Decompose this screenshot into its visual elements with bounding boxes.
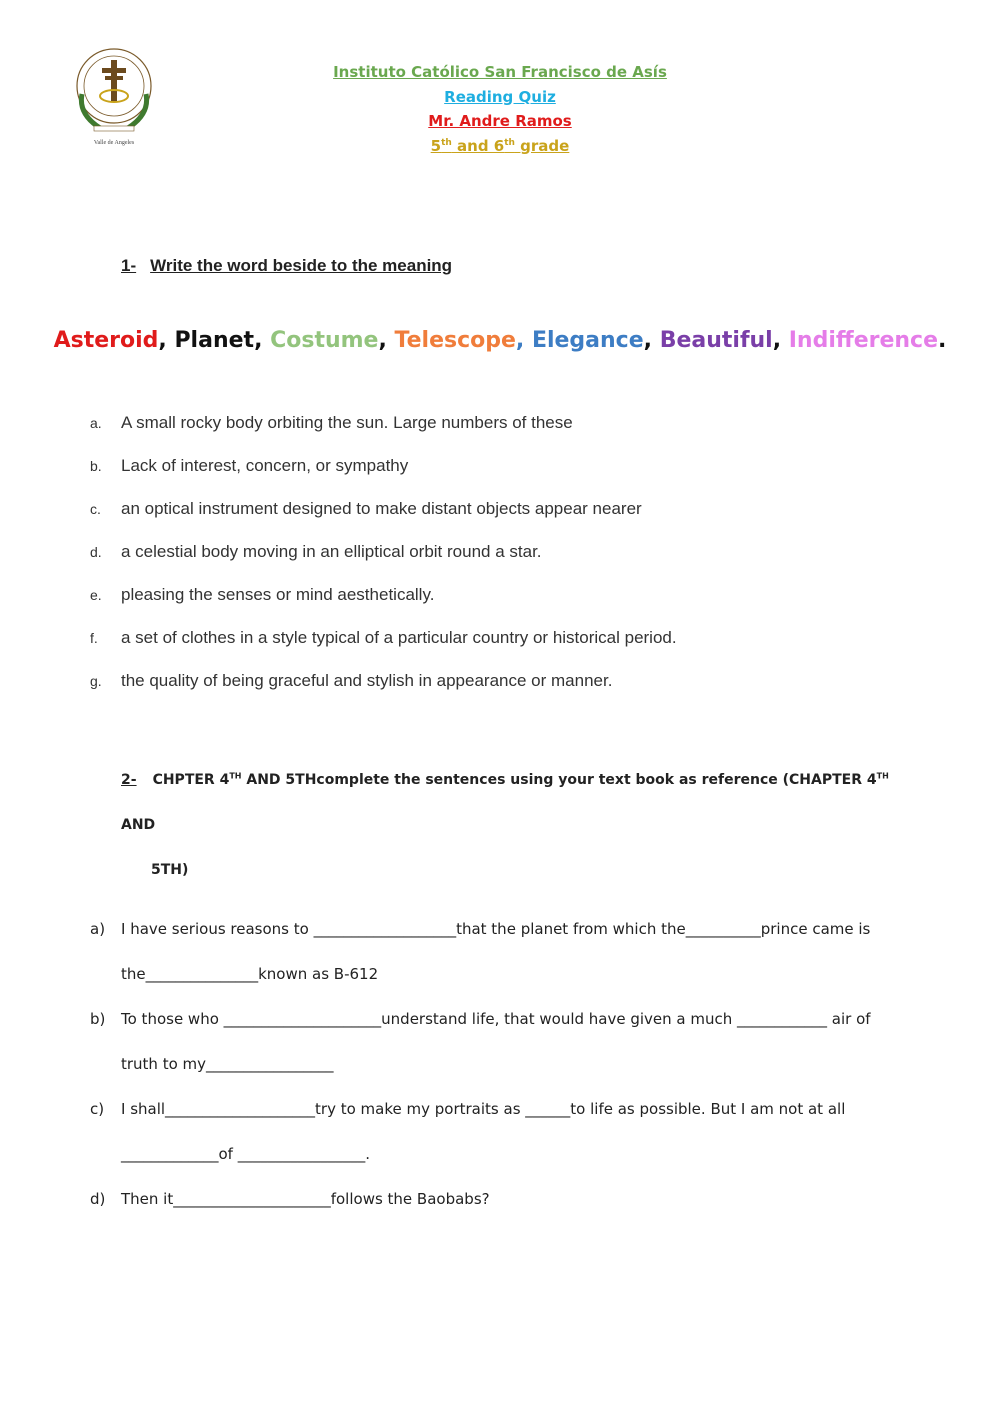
section-1-number: 1- — [121, 256, 137, 275]
definition-item: c. an optical instrument designed to make distant objects appear nearer — [90, 499, 642, 518]
word-telescope: Telescope — [394, 328, 516, 353]
definition-item: d. a celestial body moving in an elliptical orbit round a star. — [90, 542, 542, 561]
definition-item: a. A small rocky body orbiting the sun. Large numbers of these — [90, 413, 573, 432]
grade-level: 5th and 6th grade — [430, 136, 570, 155]
section-1-title: Write the word beside to the meaning — [150, 256, 453, 275]
definition-item: g. the quality of being graceful and stylish in appearance or manner. — [90, 671, 613, 690]
definition-item: b. Lack of interest, concern, or sympathy — [90, 456, 409, 475]
seal-caption: Valle de Angeles — [93, 140, 135, 146]
word-costume: Costume — [270, 328, 379, 353]
section-2-heading: 2- CHPTER 4TH AND 5THcomplete the sentences using your text book as reference (CHAPTER 4TH AND 5TH) — [121, 771, 889, 878]
teacher-name: Mr. Andre Ramos — [428, 112, 572, 130]
document-header — [250, 60, 750, 158]
word-beautiful: Beautiful — [659, 328, 773, 353]
quiz-title: Reading Quiz — [444, 87, 556, 106]
word-elegance: Elegance — [531, 328, 644, 353]
word-planet: Planet — [174, 328, 255, 353]
definitions-list — [90, 413, 677, 714]
sentence-a: a) I have serious reasons to ___________________that the planet from which the__________prince came is the_______________known as B-612 — [90, 920, 871, 983]
sentence-b: b) To those who _____________________understand life, that would have given a much ____________ air of truth to my_________________ — [90, 1010, 871, 1073]
word-indifference: Indifference — [788, 328, 939, 353]
section-2-number: 2- — [121, 772, 137, 788]
word-bank: Asteroid, Planet, Costume, Telescope, Elegance, Beautiful, Indifference. — [53, 328, 947, 353]
school-name: Instituto Católico San Francisco de Asís — [333, 63, 667, 81]
sentence-d: d) Then it_____________________follows the Baobabs? — [90, 1190, 490, 1208]
school-seal-logo — [72, 44, 156, 148]
word-asteroid: Asteroid — [53, 328, 159, 353]
definition-item: f. a set of clothes in a style typical of a particular country or historical period. — [90, 628, 677, 647]
sentence-c: c) I shall____________________try to make my portraits as ______to life as possible. But I am not at all _____________of _________________. — [90, 1100, 846, 1163]
section-1-heading — [121, 256, 452, 276]
definition-item: e. pleasing the senses or mind aesthetically. — [90, 585, 435, 604]
